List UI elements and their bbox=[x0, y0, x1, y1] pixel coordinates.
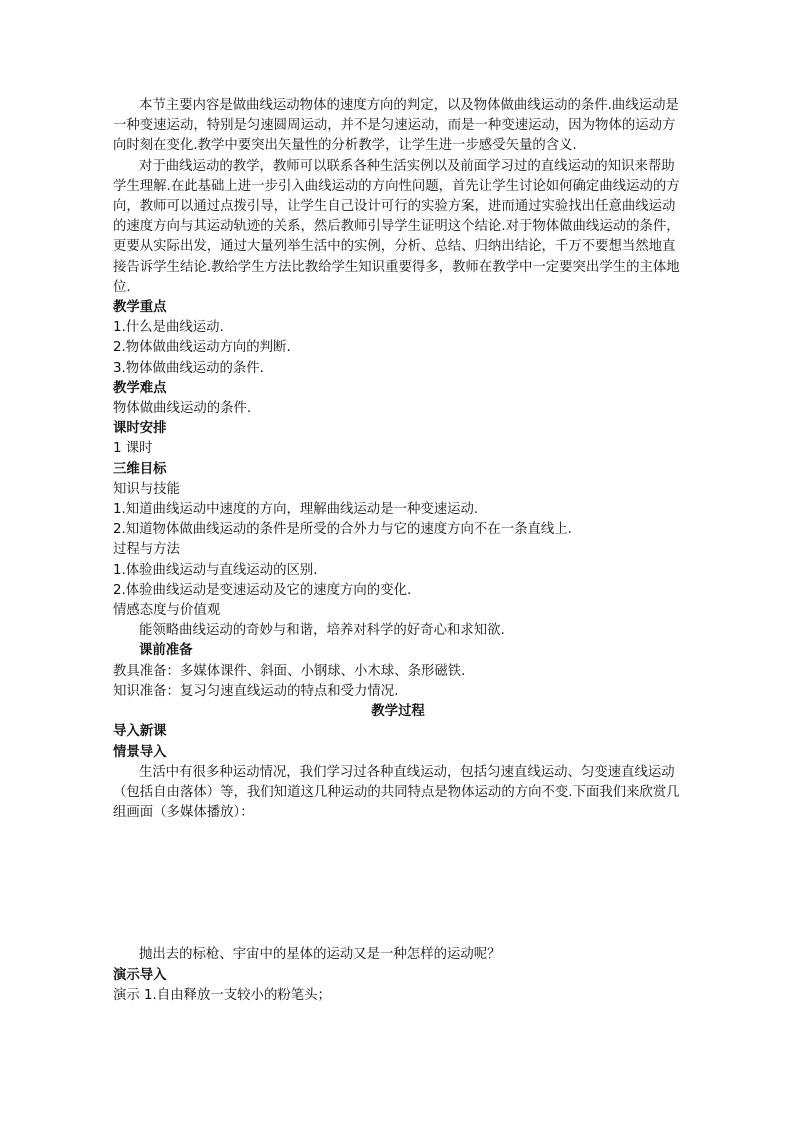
key-point-item: 1.什么是曲线运动. bbox=[113, 320, 224, 336]
difficulty-heading: 教学难点 bbox=[113, 380, 167, 396]
intro-paragraph: 本节主要内容是做曲线运动物体的速度方向的判定，以及物体做曲线运动的条件.曲线运动是一种变速运动，特别是匀速圆周运动，并不是匀速运动，而是一种变速运动，因为物体的运动方向时刻在变化.教学中要突出矢量性的分析教学，让学生进一步感受矢量的含义. bbox=[113, 98, 679, 154]
demo-text: 演示 1.自由释放一支较小的粉笔头； bbox=[113, 987, 331, 1003]
objectives-heading: 三维目标 bbox=[113, 461, 167, 477]
teaching-process-title: 教学过程 bbox=[371, 704, 425, 720]
intro-paragraph: 对于曲线运动的教学，教师可以联系各种生活实例以及前面学习过的直线运动的知识来帮助学生理解.在此基础上进一步引入曲线运动的方向性问题，首先让学生讨论如何确定曲线运动的方向，教师可以通过点拨引导，让学生自己设计可行的实验方案，进而通过实验找出任意曲线运动的速度方向与其运动轨迹的关系，然后教师引导学生证明这个结论.对于物体做曲线运动的条件，更要从实际出发，通过大量列举生活中的实例，分析、总结、归纳出结论，千万不要想当然地直接告诉学生结论.教给学生方法比教给学生知识重要得多，教师在教学中一定要突出学生的主体地位. bbox=[113, 158, 680, 295]
key-points-heading: 教学重点 bbox=[113, 300, 167, 316]
knowledge-skills-item: 2.知道物体做曲线运动的条件是所受的合外力与它的速度方向不在一条直线上. bbox=[113, 522, 572, 538]
preparation-tools: 教具准备：多媒体课件、斜面、小钢球、小木球、条形磁铁. bbox=[113, 663, 466, 679]
process-methods-label: 过程与方法 bbox=[113, 542, 180, 558]
image-placeholder-space bbox=[113, 823, 683, 945]
emotion-values-text: 能领略曲线运动的奇妙与和谐，培养对科学的好奇心和求知欲. bbox=[139, 623, 505, 639]
question-text: 抛出去的标枪、宇宙中的星体的运动又是一种怎样的运动呢？ bbox=[139, 947, 501, 963]
scene-intro-text: 生活中有很多种运动情况，我们学习过各种直线运动，包括匀速直线运动、匀变速直线运动（包括自由落体）等，我们知道这几种运动的共同特点是物体运动的方向不变.下面我们来欣赏几组画面（多媒体播放）： bbox=[113, 764, 680, 821]
process-methods-item: 2.体验曲线运动是变速运动及它的速度方向的变化. bbox=[113, 582, 412, 598]
difficulty-text: 物体做曲线运动的条件. bbox=[113, 401, 252, 417]
new-lesson-heading: 导入新课 bbox=[113, 724, 167, 740]
document-page bbox=[113, 96, 683, 1006]
knowledge-skills-label: 知识与技能 bbox=[113, 481, 180, 497]
preparation-heading: 课前准备 bbox=[139, 643, 193, 659]
process-methods-item: 1.体验曲线运动与直线运动的区别. bbox=[113, 562, 318, 578]
preparation-knowledge: 知识准备：复习匀速直线运动的特点和受力情况. bbox=[113, 683, 399, 699]
demo-intro-heading: 演示导入 bbox=[113, 967, 167, 983]
emotion-values-label: 情感态度与价值观 bbox=[113, 603, 221, 619]
scene-intro-heading: 情景导入 bbox=[113, 744, 167, 760]
key-point-item: 2.物体做曲线运动方向的判断. bbox=[113, 340, 291, 356]
schedule-heading: 课时安排 bbox=[113, 421, 167, 437]
knowledge-skills-item: 1.知道曲线运动中速度的方向，理解曲线运动是一种变速运动. bbox=[113, 502, 479, 518]
key-point-item: 3.物体做曲线运动的条件. bbox=[113, 360, 264, 376]
schedule-text: 1 课时 bbox=[113, 441, 153, 457]
